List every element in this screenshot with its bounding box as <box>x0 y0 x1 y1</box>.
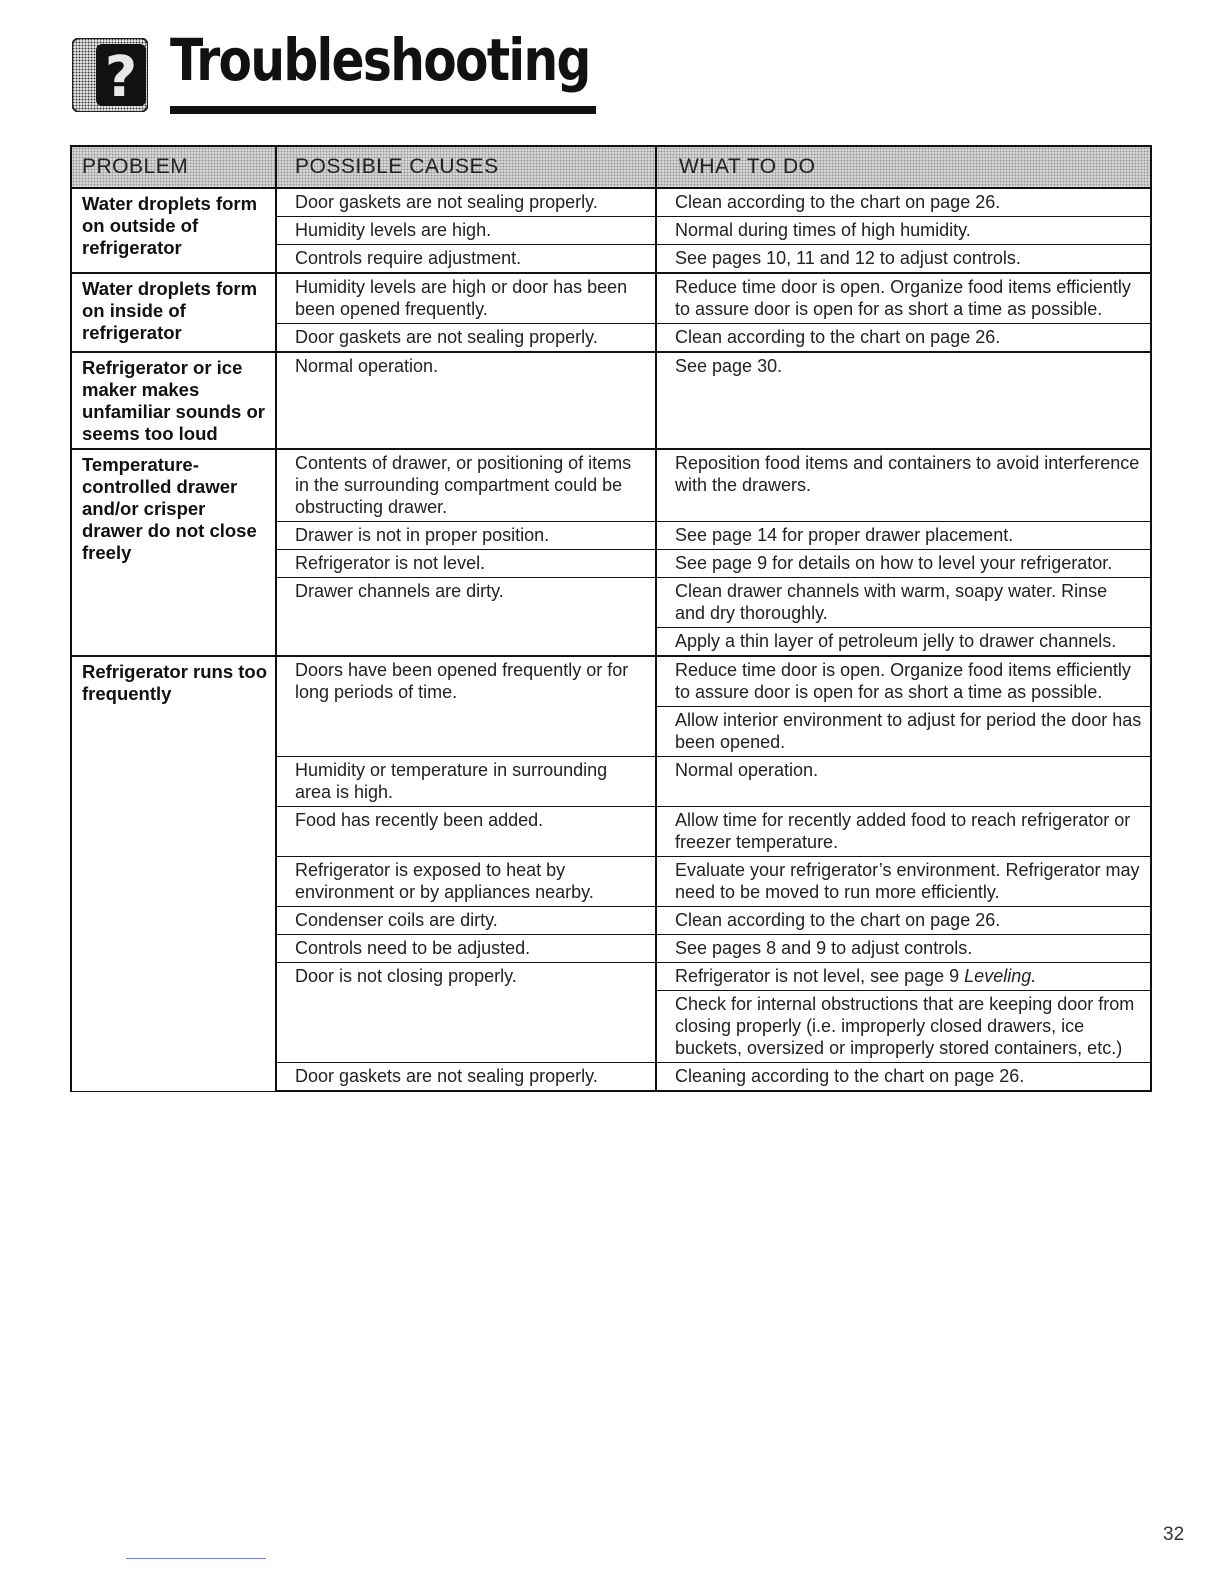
todo-cell: Clean drawer channels with warm, soapy water. Rinse and dry thoroughly. <box>656 578 1151 628</box>
cause-cell: Humidity levels are high or door has been been opened frequently. <box>276 273 656 324</box>
todo-emphasis: Leveling. <box>964 966 1037 986</box>
cause-cell: Door gaskets are not sealing properly. <box>276 188 656 217</box>
footer-rule <box>126 1558 266 1559</box>
cause-cell: Door gaskets are not sealing properly. <box>276 324 656 353</box>
todo-cell: Normal operation. <box>656 757 1151 807</box>
cause-cell: Humidity levels are high. <box>276 217 656 245</box>
table-row <box>71 449 1151 522</box>
header-problem: PROBLEM <box>71 146 276 188</box>
header-what-to-do: WHAT TO DO <box>656 146 1151 188</box>
cause-cell: Doors have been opened frequently or for long periods of time. <box>276 656 656 757</box>
page-title: Troubleshooting <box>170 26 590 94</box>
todo-cell <box>656 963 1151 991</box>
todo-cell: Normal during times of high humidity. <box>656 217 1151 245</box>
todo-cell: Clean according to the chart on page 26. <box>656 907 1151 935</box>
todo-cell: See page 14 for proper drawer placement. <box>656 522 1151 550</box>
table-row <box>71 352 1151 449</box>
cause-cell: Controls need to be adjusted. <box>276 935 656 963</box>
cause-cell: Door gaskets are not sealing properly. <box>276 1063 656 1092</box>
question-mark-icon <box>72 38 148 112</box>
cause-cell: Refrigerator is exposed to heat by environment or by appliances nearby. <box>276 857 656 907</box>
cause-cell: Contents of drawer, or positioning of items in the surrounding compartment could be obstructing drawer. <box>276 449 656 522</box>
problem-cell: Temperature-controlled drawer and/or crisper drawer do not close freely <box>71 449 276 656</box>
page-number: 32 <box>1163 1524 1185 1545</box>
table-row <box>71 188 1151 217</box>
todo-cell: Apply a thin layer of petroleum jelly to drawer channels. <box>656 628 1151 657</box>
troubleshooting-table <box>70 145 1152 1092</box>
cause-cell: Humidity or temperature in surrounding area is high. <box>276 757 656 807</box>
todo-cell: See page 9 for details on how to level your refrigerator. <box>656 550 1151 578</box>
cause-cell: Drawer is not in proper position. <box>276 522 656 550</box>
problem-cell: Water droplets form on inside of refrigerator <box>71 273 276 352</box>
todo-cell: Reposition food items and containers to avoid interference with the drawers. <box>656 449 1151 522</box>
todo-cell: Reduce time door is open. Organize food items efficiently to assure door is open for as short a time as possible. <box>656 656 1151 707</box>
todo-text: Refrigerator is not level, see page 9 <box>675 966 965 986</box>
table-row <box>71 273 1151 324</box>
cause-cell: Condenser coils are dirty. <box>276 907 656 935</box>
todo-cell: Allow time for recently added food to reach refrigerator or freezer temperature. <box>656 807 1151 857</box>
todo-cell: Clean according to the chart on page 26. <box>656 324 1151 353</box>
problem-cell: Refrigerator runs too frequently <box>71 656 276 1091</box>
cause-cell: Controls require adjustment. <box>276 245 656 274</box>
cause-cell: Normal operation. <box>276 352 656 449</box>
svg-text:?: ? <box>104 45 138 110</box>
cause-cell: Door is not closing properly. <box>276 963 656 1063</box>
table-row <box>71 656 1151 707</box>
todo-cell: Allow interior environment to adjust for period the door has been opened. <box>656 707 1151 757</box>
problem-cell: Refrigerator or ice maker makes unfamiliar sounds or seems too loud <box>71 352 276 449</box>
cause-cell: Food has recently been added. <box>276 807 656 857</box>
table-header-row <box>71 146 1151 188</box>
todo-cell: Check for internal obstructions that are keeping door from closing properly (i.e. improperly closed drawers, ice buckets, oversized or improperly stored containers, etc.) <box>656 991 1151 1063</box>
title-underline <box>170 106 596 114</box>
todo-cell: See pages 10, 11 and 12 to adjust controls. <box>656 245 1151 274</box>
cause-cell: Drawer channels are dirty. <box>276 578 656 657</box>
todo-cell: Clean according to the chart on page 26. <box>656 188 1151 217</box>
todo-cell: Reduce time door is open. Organize food items efficiently to assure door is open for as short a time as possible. <box>656 273 1151 324</box>
todo-cell: See page 30. <box>656 352 1151 449</box>
todo-cell: Cleaning according to the chart on page 26. <box>656 1063 1151 1092</box>
header-possible-causes: POSSIBLE CAUSES <box>276 146 656 188</box>
todo-cell: See pages 8 and 9 to adjust controls. <box>656 935 1151 963</box>
todo-cell: Evaluate your refrigerator’s environment. Refrigerator may need to be moved to run more efficiently. <box>656 857 1151 907</box>
problem-cell: Water droplets form on outside of refrigerator <box>71 188 276 273</box>
cause-cell: Refrigerator is not level. <box>276 550 656 578</box>
